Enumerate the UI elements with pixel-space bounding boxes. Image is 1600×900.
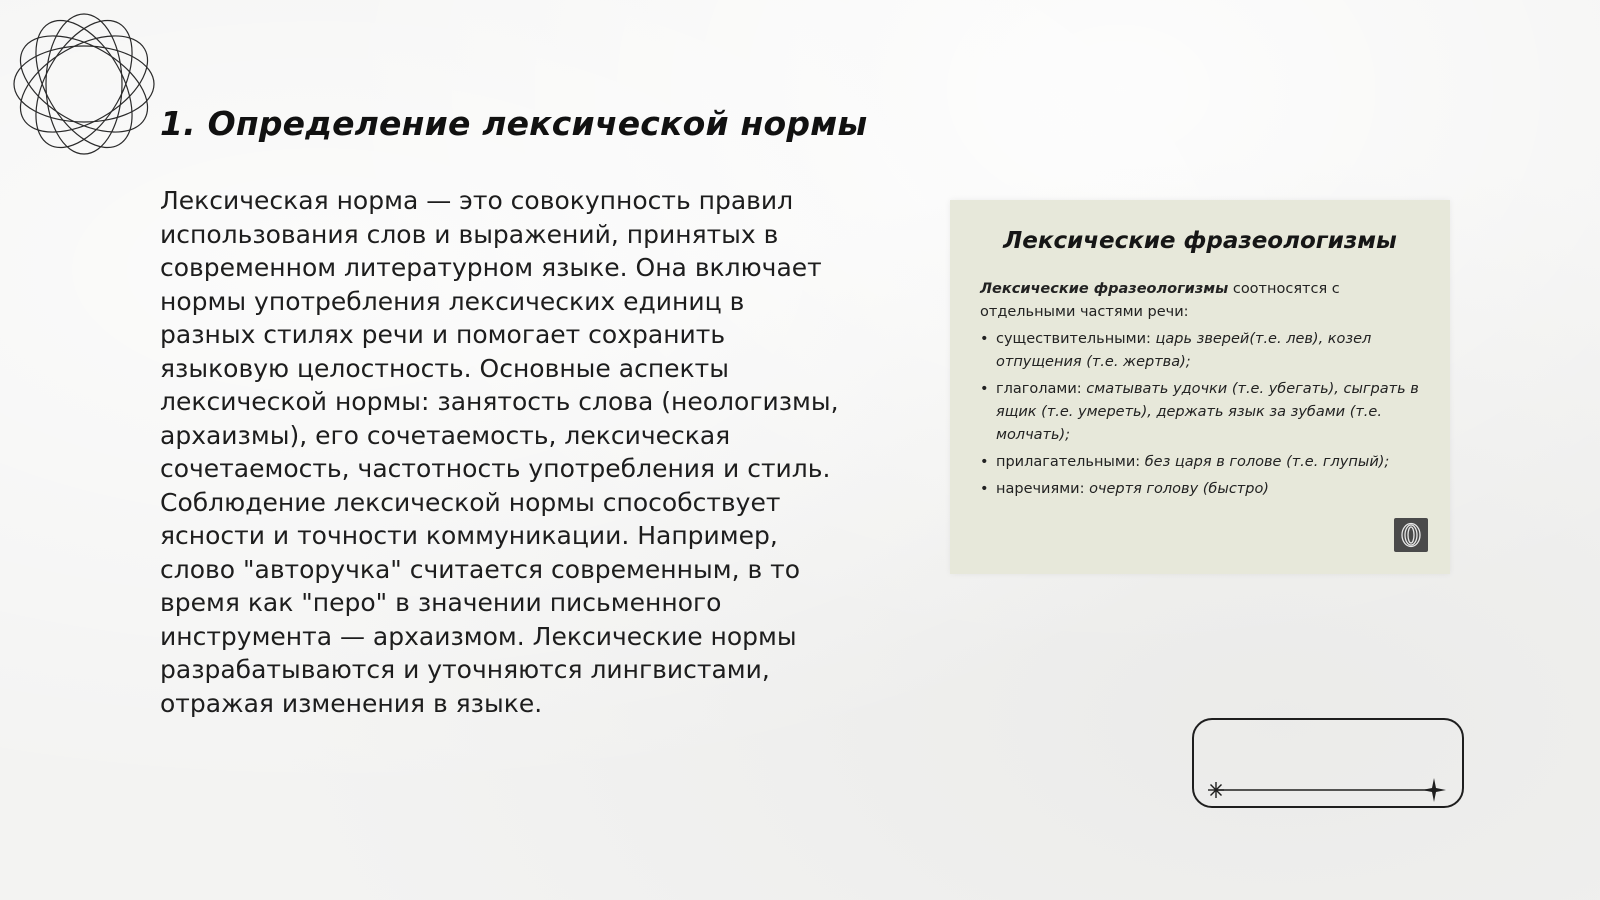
card-title: Лексические фразеологизмы	[1003, 228, 1397, 254]
slide-title: 1. Определение лексической нормы	[160, 104, 868, 143]
sparkle-icon	[1208, 782, 1224, 798]
card-intro	[980, 278, 1420, 324]
card-intro-term: Лексические фразеологизмы	[980, 281, 1229, 297]
list-item-example: царь зверей(т.е. лев), козел отпущения (т.е. жертва);	[996, 331, 1372, 370]
list-item-label: наречиями:	[996, 481, 1090, 497]
bullet-icon: •	[980, 381, 989, 397]
list-item-label: существительными:	[996, 331, 1156, 347]
audio-wave-glyph	[1398, 522, 1424, 548]
list-item	[980, 451, 1420, 474]
phraseology-card	[950, 200, 1450, 574]
list-item-example: сматывать удочки (т.е. убегать), сыграть в ящик (т.е. умереть), держать язык за зубами (т.е. молчать);	[996, 381, 1419, 443]
list-item	[980, 328, 1420, 374]
card-list	[980, 328, 1420, 501]
card-intro-text: соотносятся с отдельными частями речи:	[980, 281, 1340, 320]
list-item-example: очертя голову (быстро)	[1089, 481, 1269, 497]
ellipse-rosette-icon	[10, 10, 158, 158]
audio-wave-icon[interactable]	[1394, 518, 1428, 552]
timeline-line	[1194, 720, 1462, 806]
list-item	[980, 378, 1420, 447]
list-item-label: прилагательными:	[996, 454, 1145, 470]
bullet-icon: •	[980, 481, 989, 497]
list-item-label: глаголами:	[996, 381, 1087, 397]
list-item	[980, 478, 1420, 501]
bullet-icon: •	[980, 331, 989, 347]
bullet-icon: •	[980, 454, 989, 470]
list-item-example: без царя в голове (т.е. глупый);	[1144, 454, 1390, 470]
slide-body-text: Лексическая норма — это совокупность правил использования слов и выражений, принятых в современном литературном языке. Она включает нормы употребления лексических единиц в разных стилях речи и помогает сохранить языковую целостность. Основные аспекты лексической нормы: занятость слова (неологизмы, архаизмы), его сочетаемость, лексическая сочетаемость, частотность употребления и стиль. Соблюдение лексической нормы способствует ясности и точности коммуникации. Например, слово "авторучка" считается современным, в то время как "перо" в значении письменного инструмента — архаизмом. Лексические нормы разрабатываются и уточняются лингвистами, отражая изменения в языке.	[160, 186, 839, 718]
decorative-frame	[1192, 718, 1464, 808]
star-cross-icon	[1422, 778, 1446, 802]
